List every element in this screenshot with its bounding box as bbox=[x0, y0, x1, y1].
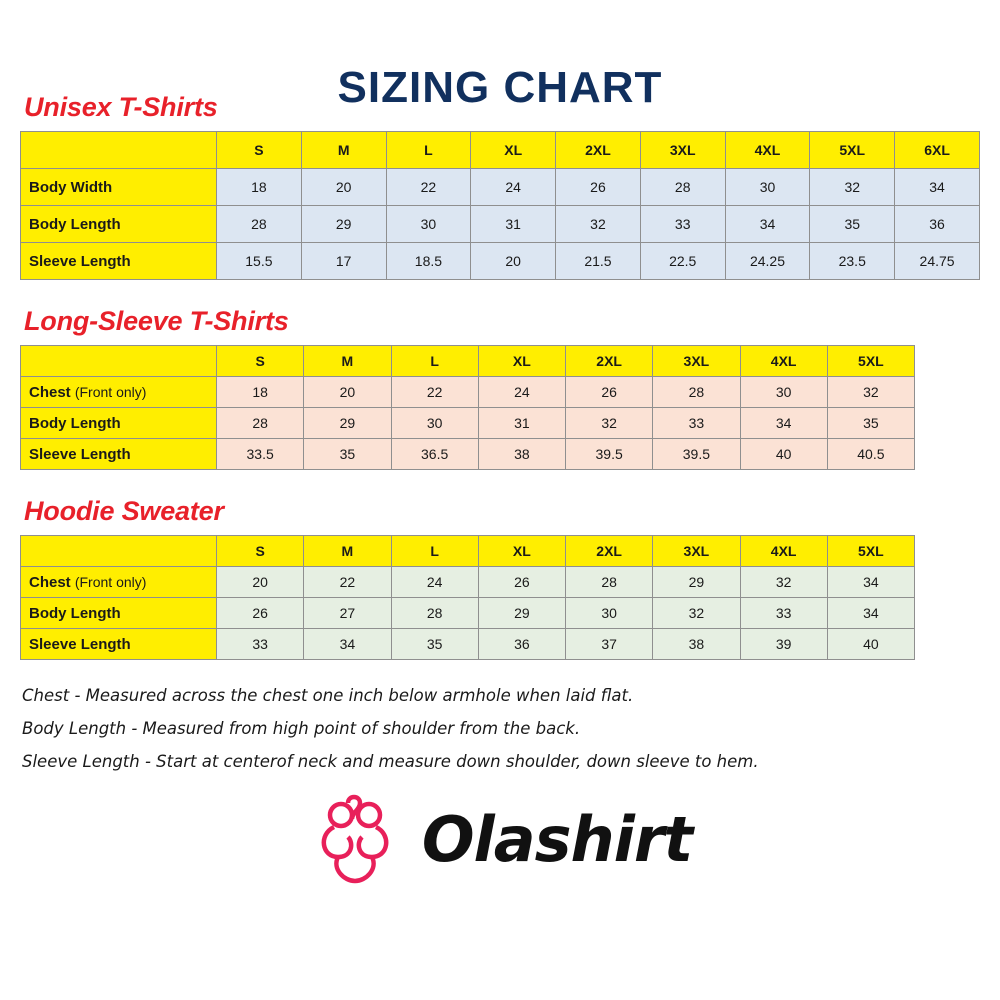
table-cell: 39.5 bbox=[566, 439, 653, 470]
olashirt-logo-icon bbox=[308, 789, 404, 889]
table-cell: 35 bbox=[391, 629, 478, 660]
table-cell: 18 bbox=[217, 377, 304, 408]
table-cell: 33 bbox=[740, 598, 827, 629]
table-cell: 20 bbox=[301, 169, 386, 206]
size-header: XL bbox=[478, 536, 565, 567]
table-row bbox=[21, 408, 915, 439]
sizing-table-unisex bbox=[20, 131, 980, 280]
table-row bbox=[21, 206, 980, 243]
size-header: S bbox=[217, 346, 304, 377]
table-cell: 22.5 bbox=[640, 243, 725, 280]
table-cell: 38 bbox=[653, 629, 740, 660]
size-header: 3XL bbox=[640, 132, 725, 169]
row-label-text: Body Length bbox=[29, 215, 121, 233]
table-cell: 29 bbox=[478, 598, 565, 629]
size-header: 5XL bbox=[827, 346, 914, 377]
table-cell: 34 bbox=[827, 567, 914, 598]
table-cell: 22 bbox=[304, 567, 391, 598]
table-row bbox=[21, 567, 915, 598]
row-label-text: Chest bbox=[29, 383, 75, 401]
table-cell: 37 bbox=[566, 629, 653, 660]
size-header: 3XL bbox=[653, 536, 740, 567]
size-header: 6XL bbox=[895, 132, 980, 169]
table-cell: 32 bbox=[556, 206, 641, 243]
table-cell: 26 bbox=[566, 377, 653, 408]
measurement-notes bbox=[22, 686, 980, 771]
table-cell: 30 bbox=[725, 169, 810, 206]
sizing-table-long-sleeve bbox=[20, 345, 915, 470]
table-cell: 32 bbox=[566, 408, 653, 439]
table-cell: 20 bbox=[471, 243, 556, 280]
size-header: 4XL bbox=[740, 346, 827, 377]
table-cell: 26 bbox=[478, 567, 565, 598]
brand-footer bbox=[20, 789, 980, 889]
table-cell: 33 bbox=[217, 629, 304, 660]
corner-cell bbox=[21, 346, 217, 377]
size-header: XL bbox=[471, 132, 556, 169]
table-row bbox=[21, 377, 915, 408]
table-cell: 22 bbox=[386, 169, 471, 206]
row-label bbox=[21, 243, 217, 280]
table-cell: 33 bbox=[640, 206, 725, 243]
table-cell: 38 bbox=[478, 439, 565, 470]
page-title: SIZING CHART bbox=[337, 63, 663, 112]
size-header: L bbox=[386, 132, 471, 169]
size-header: 2XL bbox=[556, 132, 641, 169]
table-cell: 31 bbox=[471, 206, 556, 243]
table-cell: 34 bbox=[304, 629, 391, 660]
section-hoodie-sweater bbox=[20, 496, 980, 660]
row-label bbox=[21, 629, 217, 660]
table-cell: 35 bbox=[304, 439, 391, 470]
size-header: 2XL bbox=[566, 536, 653, 567]
table-cell: 30 bbox=[740, 377, 827, 408]
section-unisex-tshirts bbox=[20, 92, 980, 280]
table-cell: 34 bbox=[827, 598, 914, 629]
brand-name: Olashirt bbox=[421, 802, 693, 876]
table-cell: 32 bbox=[740, 567, 827, 598]
table-cell: 24 bbox=[391, 567, 478, 598]
row-label bbox=[21, 206, 217, 243]
note-sleeve-length: Sleeve Length - Start at centerof neck and measure down shoulder, down sleeve to hem. bbox=[22, 752, 759, 771]
row-label-text: Sleeve Length bbox=[29, 445, 131, 463]
size-header: L bbox=[391, 536, 478, 567]
table-row bbox=[21, 629, 915, 660]
row-label bbox=[21, 598, 217, 629]
sizing-table-hoodie bbox=[20, 535, 915, 660]
row-label bbox=[21, 439, 217, 470]
table-cell: 24 bbox=[471, 169, 556, 206]
table-cell: 34 bbox=[725, 206, 810, 243]
table-row bbox=[21, 243, 980, 280]
table-cell: 32 bbox=[827, 377, 914, 408]
row-label-text: Sleeve Length bbox=[29, 252, 131, 270]
table-cell: 29 bbox=[301, 206, 386, 243]
size-header: 4XL bbox=[725, 132, 810, 169]
table-cell: 18 bbox=[217, 169, 302, 206]
table-header-row bbox=[21, 536, 915, 567]
table-cell: 33 bbox=[653, 408, 740, 439]
table-cell: 28 bbox=[391, 598, 478, 629]
table-cell: 24 bbox=[478, 377, 565, 408]
table-cell: 28 bbox=[566, 567, 653, 598]
size-header: 5XL bbox=[827, 536, 914, 567]
section-long-sleeve-tshirts bbox=[20, 306, 980, 470]
table-cell: 34 bbox=[895, 169, 980, 206]
table-row bbox=[21, 169, 980, 206]
size-header: XL bbox=[478, 346, 565, 377]
table-cell: 24.25 bbox=[725, 243, 810, 280]
size-header: M bbox=[304, 536, 391, 567]
table-cell: 30 bbox=[391, 408, 478, 439]
table-cell: 40 bbox=[740, 439, 827, 470]
table-cell: 18.5 bbox=[386, 243, 471, 280]
table-cell: 21.5 bbox=[556, 243, 641, 280]
section-title-hoodie: Hoodie Sweater bbox=[24, 496, 224, 526]
row-label-text: Body Length bbox=[29, 414, 121, 432]
size-header: 4XL bbox=[740, 536, 827, 567]
table-cell: 15.5 bbox=[217, 243, 302, 280]
table-cell: 39 bbox=[740, 629, 827, 660]
note-chest: Chest - Measured across the chest one inch below armhole when laid flat. bbox=[22, 686, 634, 705]
table-cell: 29 bbox=[304, 408, 391, 439]
size-header: L bbox=[391, 346, 478, 377]
table-cell: 26 bbox=[217, 598, 304, 629]
table-cell: 33.5 bbox=[217, 439, 304, 470]
section-title-long-sleeve: Long-Sleeve T-Shirts bbox=[24, 306, 289, 336]
table-cell: 28 bbox=[653, 377, 740, 408]
size-header: 3XL bbox=[653, 346, 740, 377]
table-row bbox=[21, 439, 915, 470]
table-cell: 36 bbox=[478, 629, 565, 660]
table-cell: 20 bbox=[217, 567, 304, 598]
row-label-text: Chest bbox=[29, 573, 75, 591]
table-header-row bbox=[21, 132, 980, 169]
table-cell: 17 bbox=[301, 243, 386, 280]
size-header: M bbox=[301, 132, 386, 169]
corner-cell bbox=[21, 536, 217, 567]
size-header: 2XL bbox=[566, 346, 653, 377]
section-title-unisex: Unisex T-Shirts bbox=[24, 92, 218, 122]
table-cell: 32 bbox=[653, 598, 740, 629]
row-label-text: Body Length bbox=[29, 604, 121, 622]
table-cell: 31 bbox=[478, 408, 565, 439]
table-cell: 23.5 bbox=[810, 243, 895, 280]
row-label bbox=[21, 408, 217, 439]
table-cell: 36.5 bbox=[391, 439, 478, 470]
note-body-length: Body Length - Measured from high point of shoulder from the back. bbox=[22, 719, 581, 738]
size-header: S bbox=[217, 536, 304, 567]
table-cell: 26 bbox=[556, 169, 641, 206]
row-label-sub: (Front only) bbox=[74, 383, 147, 400]
table-cell: 30 bbox=[386, 206, 471, 243]
table-cell: 24.75 bbox=[895, 243, 980, 280]
table-cell: 27 bbox=[304, 598, 391, 629]
table-row bbox=[21, 598, 915, 629]
table-cell: 30 bbox=[566, 598, 653, 629]
table-cell: 36 bbox=[895, 206, 980, 243]
table-cell: 28 bbox=[217, 206, 302, 243]
table-cell: 28 bbox=[217, 408, 304, 439]
row-label-text: Sleeve Length bbox=[29, 635, 131, 653]
table-cell: 34 bbox=[740, 408, 827, 439]
row-label bbox=[21, 567, 217, 598]
table-cell: 39.5 bbox=[653, 439, 740, 470]
table-cell: 40 bbox=[827, 629, 914, 660]
table-cell: 20 bbox=[304, 377, 391, 408]
row-label-sub: (Front only) bbox=[74, 573, 147, 590]
size-header: M bbox=[304, 346, 391, 377]
table-cell: 32 bbox=[810, 169, 895, 206]
corner-cell bbox=[21, 132, 217, 169]
row-label bbox=[21, 169, 217, 206]
table-cell: 22 bbox=[391, 377, 478, 408]
size-header: S bbox=[217, 132, 302, 169]
table-header-row bbox=[21, 346, 915, 377]
table-cell: 28 bbox=[640, 169, 725, 206]
row-label-text: Body Width bbox=[29, 178, 113, 196]
table-cell: 40.5 bbox=[827, 439, 914, 470]
row-label bbox=[21, 377, 217, 408]
size-header: 5XL bbox=[810, 132, 895, 169]
table-cell: 29 bbox=[653, 567, 740, 598]
table-cell: 35 bbox=[827, 408, 914, 439]
table-cell: 35 bbox=[810, 206, 895, 243]
